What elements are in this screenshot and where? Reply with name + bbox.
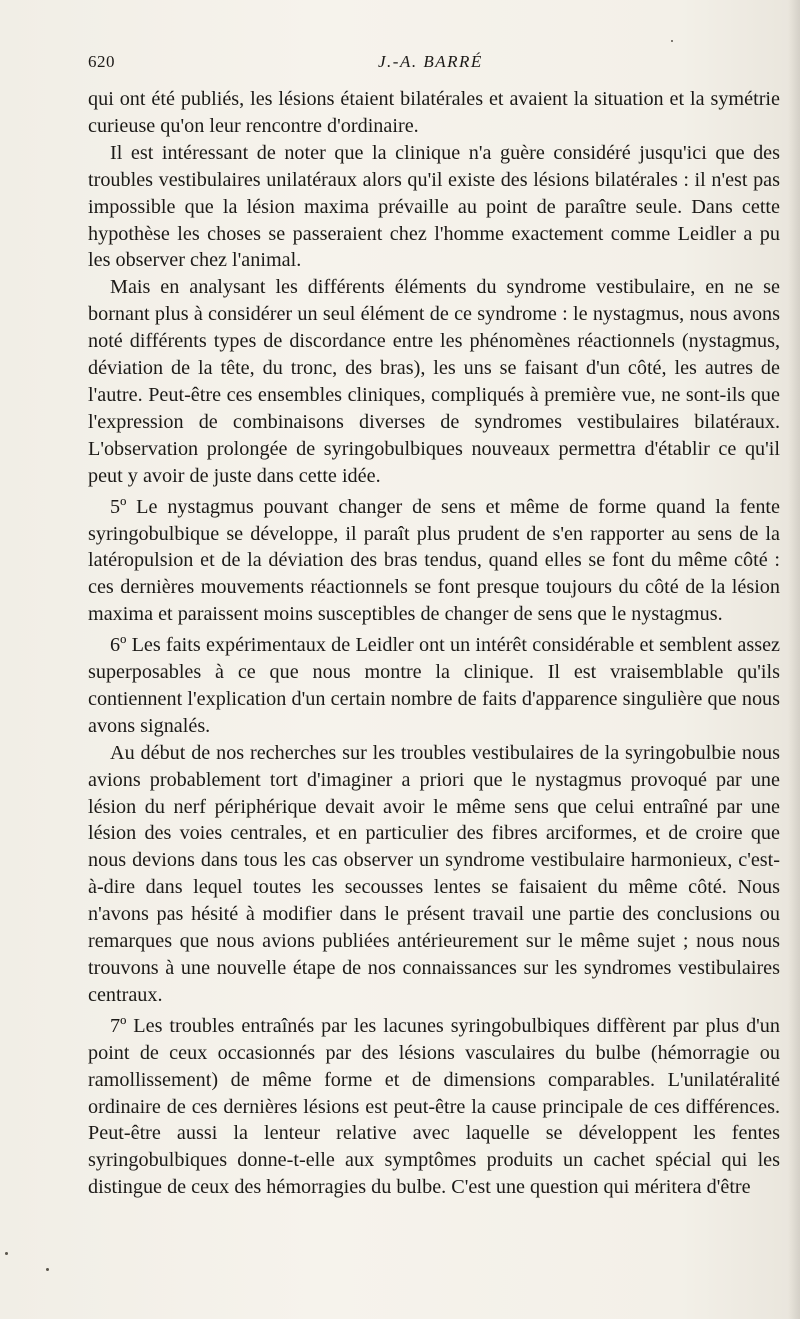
page-edge-shadow [788,0,800,1319]
scan-speck [46,1268,49,1271]
scan-speck [5,1252,8,1255]
paragraph-continued: qui ont été publiés, les lésions étaient bilatérales et avaient la situation et la symétrie curieuse qu'on leur rencontre d'ordinaire. [88,88,780,137]
paragraph-point-5: 5º Le nystagmus pouvant changer de sens et même de forme quand la fente syringobulbique se développe, il paraît plus prudent de s'en rapporter au sens de la latéropulsion et de la déviation des bras tendus, quand elles se font du même côté : ces dernières mouvements réactionnels se font presque toujours du côté de la lésion maxima et paraissent moins susceptibles de changer de sens que le nystagmus. [88,495,780,626]
running-header [88,52,778,76]
paragraph-point-7: 7º Les troubles entraînés par les lacunes syringobulbiques diffèrent par plus d'un point de ceux occasionnés par des lésions vasculaires du bulbe (hémorragie ou ramollissement) de même forme et de dimensions comparables. L'unilatéralité ordinaire de ces dernières lésions est peut-être la cause principale de ces différences. Peut-être aussi la lenteur relative avec laquelle se développent les fentes syringobulbiques donne-t-elle aux symptômes produits un cachet spécial qui les distingue de ceux des hémorragies du bulbe. C'est une question qui méritera d'être [88,1014,780,1199]
paragraph-point-6: 6º Les faits expérimentaux de Leidler ont un intérêt considérable et semblent assez superposables à ce que nous montre la clinique. Il est vraisemblable qu'ils contiennent l'explication d'un certain nombre de faits d'apparence singulière que nous avons signalés. [88,634,780,737]
running-head-author: J.-A. BARRÉ [378,52,483,71]
paragraph: Au début de nos recherches sur les troubles vestibulaires de la syringobulbie nous avions probablement tort d'imaginer a priori que le nystagmus provoqué par une lésion du nerf périphérique devait avoir le même sens que celui entraîné par une lésion des voies centrales, et en particulier des fibres arciformes, et de croire que nous devions dans tous les cas observer un syndrome vestibulaire harmonieux, c'est-à-dire dans lequel toutes les secousses lentes se faisaient du même côté. Nous n'avons pas hésité à modifier dans le présent travail une partie des conclusions ou remarques que nous avions publiées antérieurement sur le même sujet ; nous nous trouvons à une nouvelle étape de nos connaissances sur les syndromes vestibulaires centraux. [88,741,780,1006]
paragraph: Mais en analysant les différents éléments du syndrome vestibulaire, en ne se bornant plus à considérer un seul élément de ce syndrome : le nystagmus, nous avons noté différents types de discordance entre les phénomènes réactionnels (nystagmus, déviation de la tête, du tronc, des bras), les uns se faisant d'un côté, les autres de l'autre. Peut-être ces ensembles cliniques, compliqués à première vue, ne sont-ils que l'expression de combinaisons diverses de syndromes vestibulaires bilatéraux. L'observation prolongée de syringobulbiques nouveaux permettra d'établir ce qu'il peut y avoir de juste dans cette idée. [88,276,780,487]
paragraph: Il est intéressant de noter que la clinique n'a guère considéré jusqu'ici que des troubles vestibulaires unilatéraux alors qu'il existe des lésions bilatérales : il n'est pas impossible que la lésion maxima prévaille au point de paraître seule. Dans cette hypothèse les choses se passeraient chez l'homme exactement comme Leidler a pu les observer chez l'animal. [88,141,780,272]
body-text [88,86,780,1201]
scan-speck [671,40,673,42]
page-number: 620 [88,52,115,71]
